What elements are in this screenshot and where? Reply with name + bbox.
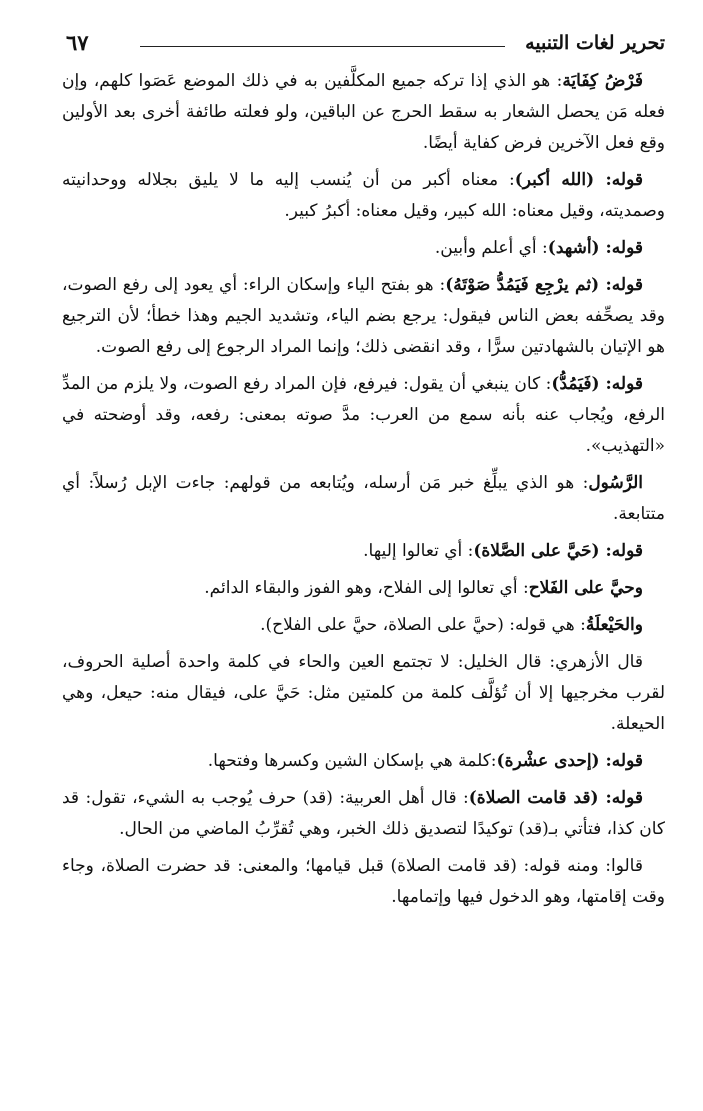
paragraph-term: قال الأزهري: [555, 652, 643, 672]
paragraph-text: : هو الذي إذا تركه جميع المكلَّفين به في ذلك الموضع عَصَوا كلهم، وإن فعله مَن يحصل الشعار به سقط الحرج عن الباقين، ولو فعلته طائفة أخرى بعد الأولين وقع فعل الآخرين فرض كفاية أيضًا.: [62, 71, 665, 153]
paragraph-text: : هي قوله: (حيَّ على الصلاة، حيَّ على الفلاح).: [260, 615, 586, 635]
paragraph-text: : أي تعالوا إليها.: [363, 541, 474, 561]
paragraph-text: قبل قيامها؛ والمعنى: قد حضرت الصلاة، وجاء وقت إقامتها، وهو الدخول فيها وإتمامها.: [62, 856, 665, 907]
paragraph: [62, 468, 665, 530]
paragraph: [62, 746, 665, 777]
paragraph-term: قوله: (ثم يرْجِع فَيَمُدُّ صَوْتَهُ): [445, 275, 643, 295]
paragraph-term: قوله: (أشهد): [547, 238, 643, 258]
paragraph-term: قوله: (حَيَّ على الصَّلاة): [473, 541, 643, 561]
running-header: [62, 30, 665, 66]
paragraph-text: : كان ينبغي أن يقول: فيرفع، فإن المراد رفع الصوت، ولا يلزم من المدِّ الرفع، ويُجاب عنه بأنه سمع من العرب: مدَّ صوته بمعنى: رفعه، وقد أوضحته في «التهذيب».: [62, 374, 665, 456]
paragraph-text: : هو الذي يبلِّغ خبر مَن أرسله، ويُتابعه من قولهم: جاءت الإبل رُسلاً: أي متتابعة.: [62, 473, 665, 524]
header-rule: [140, 46, 505, 47]
paragraph-term: والحَيْعلَةُ: [585, 615, 643, 635]
paragraph: [62, 647, 665, 740]
paragraph-term: وحيَّ على الفَلاح: [528, 578, 643, 598]
paragraph-term: فَرْضُ كِفَايَة: [562, 71, 643, 91]
paragraph: [62, 165, 665, 227]
paragraph: [62, 610, 665, 641]
paragraph: [62, 536, 665, 567]
paragraph: [62, 573, 665, 604]
paragraph: [62, 66, 665, 159]
paragraph: [62, 270, 665, 363]
body-text: [62, 66, 665, 913]
paragraph-text: : هو بفتح الياء وإسكان الراء: أي يعود إلى رفع الصوت، وقد يصحِّفه بعض الناس فيقول: يرجع بضم الياء، وتشديد الجيم وهذا خطأ؛ لأن الترجيع هو الإتيان بالشهادتين سرًّا ، وقد انقضى ذلك؛ وإنما المراد الرجوع إلى رفع الصوت.: [62, 275, 665, 357]
paragraph-text: : أي تعالوا إلى الفلاح، وهو الفوز والبقاء الدائم.: [204, 578, 529, 598]
paragraph-term: قوله: (الله أكبر): [514, 170, 643, 190]
paragraph-term: قوله: (فَيَمُدُّ): [551, 374, 643, 394]
paragraph-text: : قال أهل العربية: (قد) حرف يُوجب به الشيء، تقول: قد كان كذا، فتأتي بـ(قد) توكيدًا لتصديق ذلك الخبر، وهي تُقرِّبُ الماضي من الحال.: [62, 788, 665, 839]
paragraph: [62, 851, 665, 913]
paragraph-text: :كلمة هي بإسكان الشين وكسرها وفتحها.: [207, 751, 497, 771]
paragraph: [62, 783, 665, 845]
paragraph: [62, 233, 665, 264]
page-number: ٦٧: [66, 30, 89, 55]
paragraph-text: : معناه أكبر من أن يُنسب إليه ما لا يليق بجلاله ووحدانيته وصمديته، وقيل معناه: الله كبير، وقيل معناه: أكبرُ كبير.: [62, 170, 665, 221]
paragraph-text: : أي أعلم وأبين.: [434, 238, 548, 258]
paragraph-term: قوله: (قد قامت الصلاة): [468, 788, 643, 808]
running-title: تحرير لغات التنبيه: [525, 32, 665, 54]
paragraph-term: قالوا: ومنه قوله: (قد قامت الصلاة): [390, 856, 643, 876]
paragraph: [62, 369, 665, 462]
paragraph-term: قوله: (إحدى عشْرة): [496, 751, 643, 771]
paragraph-term: الرَّسُول: [588, 473, 643, 493]
paragraph-text: : قال الخليل: لا تجتمع العين والحاء في كلمة واحدة أصلية الحروف، لقرب مخرجيها إلا أن تُؤلَّف كلمة من كلمتين مثل: حَيَّ على، فيقال منه: حيعل، وهي الحيعلة.: [62, 652, 665, 734]
